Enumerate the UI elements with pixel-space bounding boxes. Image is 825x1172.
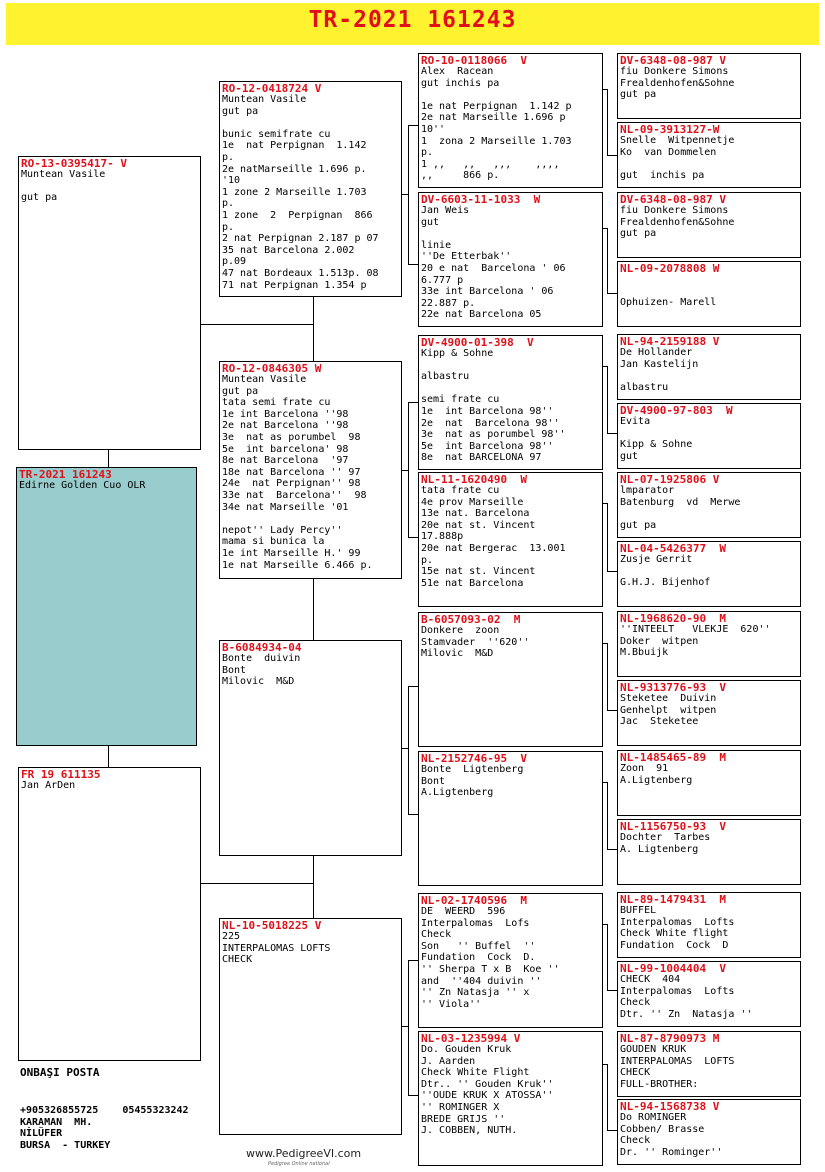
ring-number: B-6057093-02 M: [421, 613, 521, 626]
bird-info: Muntean Vasile gut pa: [21, 169, 106, 204]
breeder-phones: +905326855725 05455323242: [20, 1105, 189, 1116]
bird-info: tata frate cu 4e prov Marseille 13e nat. Barcelona 20e nat st. Vincent 17.888p 20e nat Bergerac 13.001 p. 15e nat st. Vincent 51e nat Barcelona: [421, 485, 566, 589]
ring-number: TR-2021 161243: [19, 468, 112, 481]
subject-box: [16, 467, 197, 746]
gen4-box-3: [617, 192, 801, 258]
bird-info: Donkere zoon Stamvader ''620'' Milovic M&D: [421, 625, 530, 660]
connector: [408, 960, 409, 1096]
connector: [607, 503, 608, 572]
connector: [401, 748, 408, 749]
gen4-box-8: [617, 541, 801, 607]
bird-info: fiu Donkere Simons Frealdenhofen&Sohne gut pa: [620, 205, 735, 240]
gen4-box-7: [617, 472, 801, 538]
connector: [607, 643, 608, 711]
gen4-box-13: [617, 892, 801, 958]
ring-number: NL-9313776-93 V: [620, 681, 726, 694]
gen3-box-3: [418, 335, 603, 470]
ring-number: NL-1968620-90 M: [620, 612, 726, 625]
connector: [313, 578, 314, 640]
gen4-box-15: [617, 1031, 801, 1097]
gen3-box-5: [418, 612, 603, 747]
bird-info: DE WEERD 596 Interpalomas Lofs Check Son '' Buffel '' Fundation Cock D. '' Sherpa T x B Koe '' and ''404 duivin '' '' Zn Natasja '' x '' Viola'': [421, 906, 560, 1010]
ring-number: DV-4900-01-398 V: [421, 336, 534, 349]
bird-info: Bonte duivin Bont Milovic M&D: [222, 653, 301, 688]
gen3-box-6: [418, 751, 603, 886]
ring-number: DV-6348-08-987 V: [620, 54, 726, 67]
bird-info: ''INTEELT VLEKJE 620'' Doker witpen M.Bbuijk: [620, 624, 771, 659]
ring-number: NL-02-1740596 M: [421, 894, 527, 907]
ring-number: RO-13-0395417- V: [21, 157, 127, 170]
connector: [408, 125, 409, 265]
connector: [408, 402, 409, 538]
pedigree-logo-tagline: Pedigree Online national: [268, 1161, 330, 1167]
ring-number: B-6084934-04: [222, 641, 302, 654]
pedigree-logo: www.PedigreeVI.com: [246, 1147, 362, 1160]
breeder-address-line: BURSA - TURKEY: [20, 1139, 111, 1151]
gen3-box-8: [418, 1031, 603, 1166]
connector: [313, 296, 314, 361]
bird-info: lmparator Batenburg vd Merwe gut pa: [620, 485, 741, 531]
sire-box: [18, 156, 201, 450]
connector: [401, 194, 408, 195]
connector: [401, 1026, 408, 1027]
gen2-box-1: [219, 81, 402, 297]
connector: [313, 855, 314, 918]
connector: [607, 782, 608, 850]
breeder-contact: [20, 1105, 189, 1151]
gen4-box-16: [617, 1099, 801, 1165]
bird-info: Zusje Gerrit G.H.J. Bijenhof: [620, 554, 711, 589]
bird-info: Muntean Vasile gut pa bunic semifrate cu 1e nat Perpignan 1.142 p. 2e natMarseille 1.696 p. '10 1 zone 2 Marseille 1.703 p. 1 zone 2 Perpignan 866 p. 2 nat Perpignan 2.187 p 07 35 nat Barcelona 2.002 p.09 47 nat Bordeaux 1.513p. 08 71 nat Perpignan 1.354 p: [222, 94, 379, 291]
bird-info: Evita Kipp & Sohne gut: [620, 416, 693, 462]
ring-number: NL-11-1620490 W: [421, 473, 527, 486]
bird-info: Zoon 91 A.Ligtenberg: [620, 763, 693, 786]
gen4-box-9: [617, 611, 801, 677]
ring-number: NL-04-5426377 W: [620, 542, 726, 555]
gen3-box-1: [418, 53, 603, 188]
breeder-address-line: NİLÜFER: [20, 1128, 63, 1140]
ring-number: NL-09-2078808 W: [620, 262, 720, 275]
gen4-box-5: [617, 334, 801, 400]
ring-number: NL-99-1004404 V: [620, 962, 726, 975]
bird-info: De Hollander Jan Kastelijn albastru: [620, 347, 699, 393]
bird-info: Do. Gouden Kruk J. Aarden Check White Flight Dtr.. '' Gouden Kruk'' ''OUDE KRUK X ATOSSA'' '' ROMINGER X BREDE GRIJS '' J. COBBEN, NUTH.: [421, 1044, 554, 1137]
ring-number: NL-87-8790973 M: [620, 1032, 720, 1045]
breeder-name: ONBAŞI POSTA: [20, 1066, 100, 1079]
ring-number: DV-6603-11-1033 W: [421, 193, 541, 206]
ring-number: NL-2152746-95 V: [421, 752, 527, 765]
ring-number: NL-03-1235994 V: [421, 1032, 521, 1045]
ring-number: NL-1156750-93 V: [620, 820, 726, 833]
gen4-box-11: [617, 750, 801, 816]
bird-info: Do ROMINGER Cobben/ Brasse Check Dr. '' Rominger'': [620, 1112, 723, 1158]
gen4-box-4: [617, 261, 801, 327]
gen4-box-2: [617, 122, 801, 188]
pedigree-title: TR-2021 161243: [308, 7, 517, 33]
bird-info: Alex Racean gut inchis pa 1e nat Perpignan 1.142 p 2e nat Marseille 1.696 p 10'' 1 zona 2 Marseille 1.703 p. 1 ,, ,, ,,, ,,,, ,, 866 p.: [421, 66, 572, 182]
ring-number: NL-10-5018225 V: [222, 919, 322, 932]
connector: [607, 366, 608, 434]
ring-number: RO-12-0418724 V: [222, 82, 322, 95]
ring-number: RO-12-0846305 W: [222, 362, 322, 375]
bird-info: Muntean Vasile gut pa tata semi frate cu 1e int Barcelona ''98 2e nat Barcelona ''98 3e nat as porumbel 98 5e int barcelona' 98 8e nat Barcelona '97 18e nat Barcelona '' 97 24e nat Perpignan'' 98 33e nat Barcelona'' 98 34e nat Marseille '01 nepot'' Lady Percy'' mama si bunica la 1e int Marseille H.' 99 1e nat Marseille 6.466 p.: [222, 374, 373, 571]
ring-number: FR 19 611135: [21, 768, 101, 781]
ring-number: NL-94-2159188 V: [620, 335, 720, 348]
bird-info: Snelle Witpennetje Ko van Dommelen gut inchis pa: [620, 135, 735, 181]
gen2-box-2: [219, 361, 402, 579]
gen4-box-1: [617, 53, 801, 119]
gen3-box-7: [418, 893, 603, 1028]
connector: [607, 89, 608, 156]
ring-number: NL-09-3913127-W: [620, 123, 720, 136]
gen2-box-4: [219, 918, 402, 1135]
bird-info: Bonte Ligtenberg Bont A.Ligtenberg: [421, 764, 524, 799]
bird-info: Jan Weis gut linie ''De Etterbak'' 20 e nat Barcelona ' 06 6.777 p 33e int Barcelona ' 06 22.887 p. 22e nat Barcelona 05: [421, 205, 566, 321]
ring-number: NL-89-1479431 M: [620, 893, 726, 906]
bird-info: Dochter Tarbes A. Ligtenberg: [620, 832, 711, 855]
connector: [108, 449, 109, 468]
connector: [607, 1064, 608, 1131]
bird-info: Kipp & Sohne albastru semi frate cu 1e int Barcelona 98'' 2e nat Barcelona 98'' 3e nat as porumbel 98'' 5e int Barcelona 98'' 8e nat BARCELONA 97: [421, 348, 566, 464]
bird-info: GOUDEN KRUK INTERPALOMAS LOFTS CHECK FULL-BROTHER:: [620, 1044, 735, 1090]
bird-info: Ophuizen- Marell: [620, 297, 717, 309]
ring-number: NL-94-1568738 V: [620, 1100, 720, 1113]
gen3-box-2: [418, 192, 603, 327]
gen4-box-12: [617, 819, 801, 885]
breeder-address-line: KARAMAN MH.: [20, 1116, 93, 1128]
ring-number: NL-07-1925806 V: [620, 473, 720, 486]
gen4-box-14: [617, 961, 801, 1027]
bird-info: CHECK 404 Interpalomas Lofts Check Dtr. '' Zn Natasja '': [620, 974, 753, 1020]
title-bar: [6, 3, 819, 45]
connector: [607, 924, 608, 991]
connector: [200, 883, 313, 884]
bird-info: Jan ArDen: [21, 780, 76, 791]
connector: [108, 745, 109, 767]
connector: [408, 686, 409, 815]
bird-info: BUFFEL Interpalomas Lofts Check White flight Fundation Cock D: [620, 905, 735, 951]
bird-info: 225 INTERPALOMAS LOFTS CHECK: [222, 931, 331, 966]
gen2-box-3: [219, 640, 402, 856]
gen3-box-4: [418, 472, 603, 607]
connector: [401, 470, 408, 471]
gen4-box-10: [617, 680, 801, 746]
connector: [607, 228, 608, 294]
ring-number: RO-10-0118066 V: [421, 54, 527, 67]
ring-number: DV-6348-08-987 V: [620, 193, 726, 206]
ring-number: NL-1485465-89 M: [620, 751, 726, 764]
dam-box: [18, 767, 201, 1061]
bird-info: Steketee Duivin Genhelpt witpen Jac Steketee: [620, 693, 717, 728]
gen4-box-6: [617, 403, 801, 469]
bird-info: Edirne Golden Cuo OLR: [19, 480, 146, 491]
bird-info: fiu Donkere Simons Frealdenhofen&Sohne gut pa: [620, 66, 735, 101]
connector: [200, 324, 313, 325]
ring-number: DV-4900-97-803 W: [620, 404, 733, 417]
